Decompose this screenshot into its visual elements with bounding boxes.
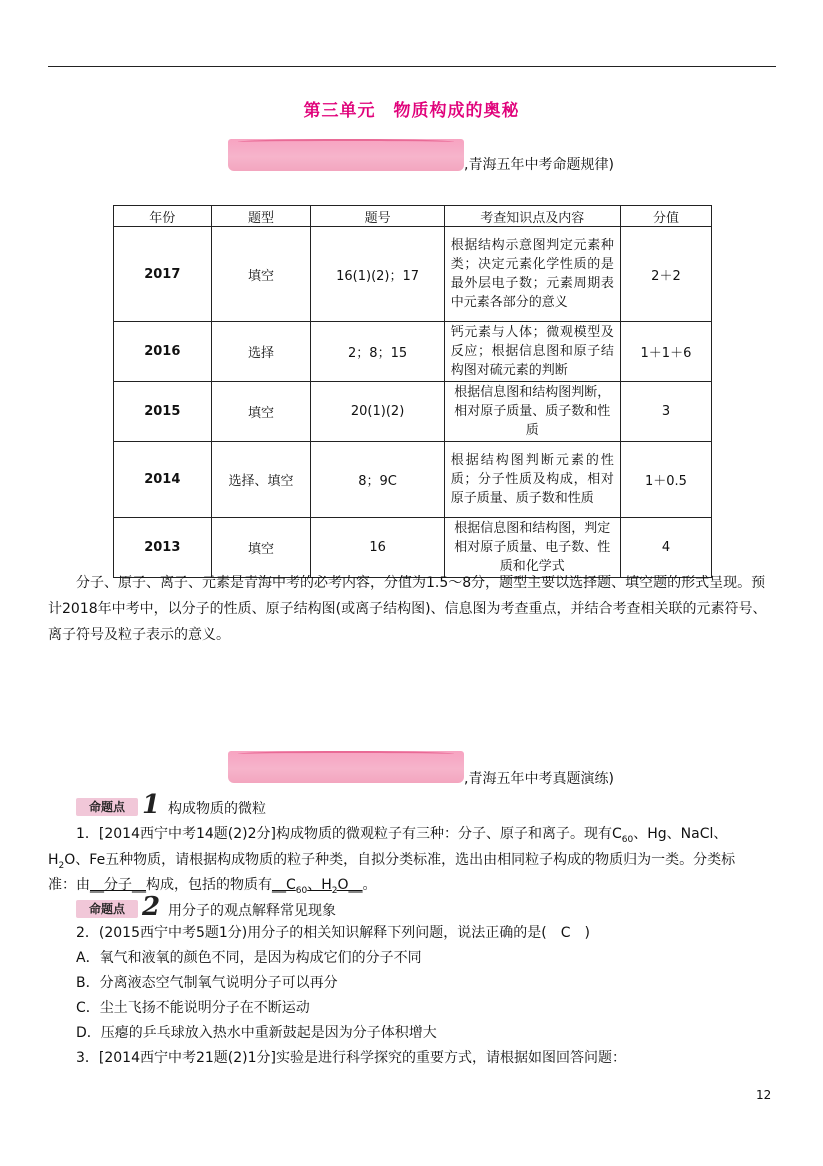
answer-blank-2: $\_\_C_{60}$、$H_2O\_\_$ [272, 877, 363, 896]
cell-year: 2017 [114, 227, 212, 322]
cell-type: 选择 [211, 322, 311, 382]
cell-type: 选择、填空 [211, 442, 311, 518]
table-row [114, 518, 712, 578]
ribbon-graphic [228, 751, 464, 783]
page-number: 12 [756, 1088, 772, 1102]
question-1-line-3: 准：由__分子__构成，包括的物质有$\_\_C_{60}$、$H_2O\_\_$。 [48, 877, 377, 896]
topic-number: 1 [142, 790, 161, 820]
question-3-stem: 3．[2014西宁中考21题(2)1分]实验是进行科学探究的重要方式，请根据如图回答问题： [76, 1050, 627, 1066]
question-2-option-c: C．尘土飞扬不能说明分子在不断运动 [76, 1000, 310, 1016]
cell-type: 填空 [211, 518, 311, 578]
cell-content: 根据结构图判断元素的性质；分子性质及构成，相对原子质量、质子数和性质 [444, 442, 620, 518]
section-banner-2 [228, 751, 464, 783]
table-row [114, 227, 712, 322]
cell-score: 1＋0.5 [620, 442, 711, 518]
summary-text: 分子、原子、离子、元素是青海中考的必考内容，分值为1.5～8分，题型主要以选择题、填空题的形式呈现。预计2018年中考中，以分子的性质、原子结构图(或离子结构图)、信息图为考查重点，并结合考查相关联的元素符号、离子符号及粒子表示的意义。 [48, 575, 767, 643]
topic-number: 2 [142, 892, 161, 922]
cell-content: 钙元素与人体；微观模型及反应；根据信息图和原子结构图对硫元素的判断 [444, 322, 620, 382]
header-year: 年份 [114, 206, 212, 227]
question-1-line-2: $H_2O$、Fe五种物质，请根据构成物质的粒子种类，自拟分类标准，选出由相同粒子构成的物质归为一类。分类标 [48, 852, 736, 871]
cell-score: 4 [620, 518, 711, 578]
cell-content: 根据结构示意图判定元素种类；决定元素化学性质的是最外层电子数；元素周期表中元素各部分的意义 [444, 227, 620, 322]
table-header-row [114, 206, 712, 227]
cell-content: 根据信息图和结构图，判定相对原子质量、电子数、性质和化学式 [444, 518, 620, 578]
section-banner-1 [228, 139, 464, 171]
topic-tag: 命题点 [76, 900, 138, 918]
cell-score: 2＋2 [620, 227, 711, 322]
header-number: 题号 [311, 206, 444, 227]
question-2-option-d: D．压瘪的乒乓球放入热水中重新鼓起是因为分子体积增大 [76, 1025, 437, 1041]
question-2-option-b: B．分离液态空气制氧气说明分子可以再分 [76, 975, 338, 991]
cell-content: 根据信息图和结构图判断，相对原子质量、质子数和性质 [444, 382, 620, 442]
cell-year: 2014 [114, 442, 212, 518]
table-row [114, 382, 712, 442]
cell-year: 2015 [114, 382, 212, 442]
answer-blank-1: __分子__ [90, 877, 146, 893]
cell-number: 2；8；15 [311, 322, 444, 382]
cell-year: 2013 [114, 518, 212, 578]
header-score: 分值 [620, 206, 711, 227]
section-banner-2-text: ,青海五年中考真题演练) [464, 771, 614, 787]
topic-tag: 命题点 [76, 798, 138, 816]
page-title: 第三单元 物质构成的奥秘 [303, 101, 520, 121]
header-type: 题型 [211, 206, 311, 227]
summary-paragraph [48, 570, 776, 648]
cell-score: 1＋1＋6 [620, 322, 711, 382]
cell-type: 填空 [211, 382, 311, 442]
cell-number: 8；9C [311, 442, 444, 518]
header-rule [48, 66, 776, 67]
cell-number: 16 [311, 518, 444, 578]
cell-score: 3 [620, 382, 711, 442]
table-row [114, 322, 712, 382]
cell-number: 16(1)(2)；17 [311, 227, 444, 322]
question-2-option-a: A．氧气和液氧的颜色不同，是因为构成它们的分子不同 [76, 950, 422, 966]
ribbon-graphic [228, 139, 464, 171]
header-content: 考查知识点及内容 [444, 206, 620, 227]
question-2-stem: 2．(2015西宁中考5题1分)用分子的相关知识解释下列问题，说法正确的是( C ) [76, 925, 590, 941]
table-row [114, 442, 712, 518]
exam-pattern-table [113, 205, 712, 578]
question-1-line-1: 1．[2014西宁中考14题(2)2分]构成物质的微观粒子有三种：分子、原子和离子。现有$C_{60}$、Hg、NaCl、 [76, 826, 728, 845]
section-banner-1-text: ,青海五年中考命题规律) [464, 157, 614, 173]
cell-type: 填空 [211, 227, 311, 322]
cell-number: 20(1)(2) [311, 382, 444, 442]
topic-label: 构成物质的微粒 [168, 801, 266, 817]
topic-label: 用分子的观点解释常见现象 [168, 903, 336, 919]
cell-year: 2016 [114, 322, 212, 382]
